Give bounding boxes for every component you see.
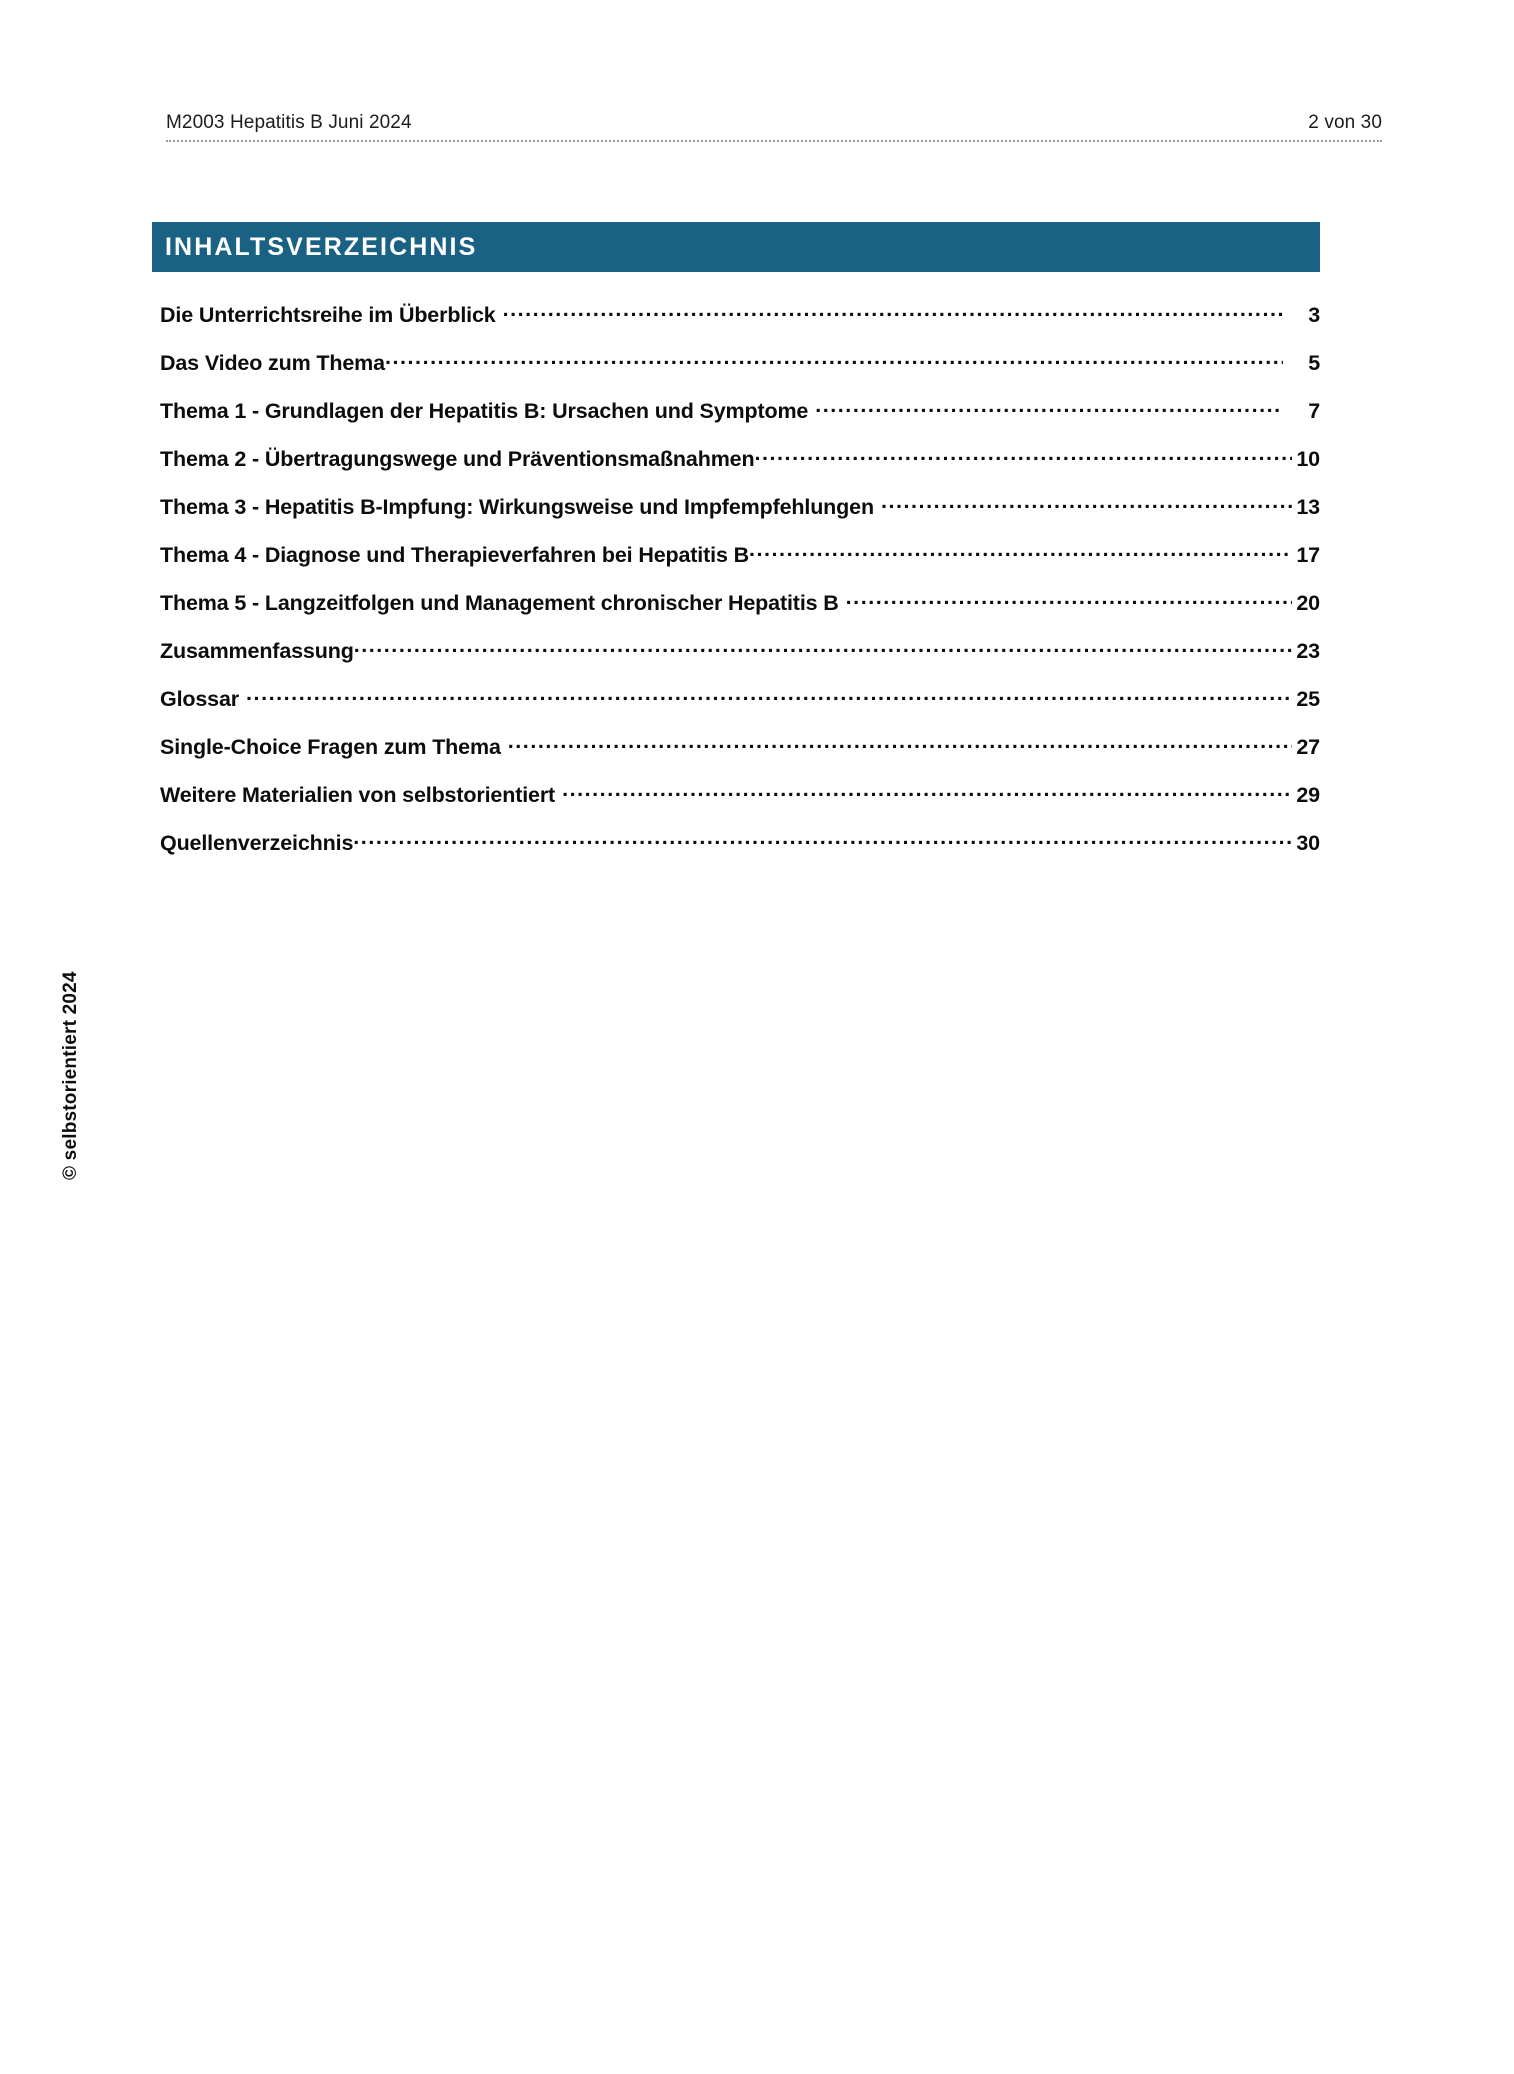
table-of-contents (160, 300, 1320, 876)
toc-entry-label: Das Video zum Thema (160, 350, 385, 375)
toc-entry-label: Glossar (160, 686, 240, 711)
toc-entry-page-number: 23 (1296, 638, 1320, 663)
toc-entry-page-number: 10 (1296, 446, 1320, 471)
header-page-indicator: 2 von 30 (1308, 112, 1382, 133)
toc-entry-page-number: 13 (1296, 494, 1320, 519)
toc-entry-page-number: 27 (1296, 734, 1320, 759)
toc-entry-label: Zusammenfassung (160, 638, 354, 663)
toc-leader-dots (246, 684, 1292, 706)
toc-entry-page-number: 29 (1296, 782, 1320, 807)
toc-entry-label: Thema 3 - Hepatitis B-Impfung: Wirkungsweise und Impfempfehlungen (160, 494, 874, 519)
toc-entry[interactable] (160, 636, 1320, 684)
toc-leader-dots (881, 492, 1292, 514)
toc-entry[interactable] (160, 780, 1320, 828)
toc-entry[interactable] (160, 684, 1320, 732)
toc-entry-page-number: 30 (1296, 830, 1320, 855)
section-header-bar (152, 222, 1320, 272)
running-header (166, 112, 1382, 134)
toc-entry-page-number: 5 (1308, 350, 1320, 375)
header-document-title: M2003 Hepatitis B Juni 2024 (166, 112, 412, 133)
toc-entry[interactable] (160, 732, 1320, 780)
header-divider (166, 140, 1382, 142)
toc-entry[interactable] (160, 444, 1320, 492)
toc-leader-dots (815, 396, 1283, 418)
toc-entry-page-number: 20 (1296, 590, 1320, 615)
toc-entry[interactable] (160, 828, 1320, 876)
toc-entry-label: Thema 2 - Übertragungswege und Präventionsmaßnahmen (160, 446, 755, 471)
toc-leader-dots (503, 300, 1283, 322)
toc-leader-dots (508, 732, 1292, 754)
toc-leader-dots (749, 540, 1292, 562)
toc-entry[interactable] (160, 588, 1320, 636)
toc-leader-dots (353, 828, 1292, 850)
toc-entry-label: Thema 1 - Grundlagen der Hepatitis B: Ursachen und Symptome (160, 398, 809, 423)
toc-leader-dots (846, 588, 1292, 610)
toc-entry-page-number: 17 (1296, 542, 1320, 567)
toc-entry-label: Die Unterrichtsreihe im Überblick (160, 302, 496, 327)
toc-entry-label: Thema 5 - Langzeitfolgen und Management chronischer Hepatitis B (160, 590, 839, 615)
toc-entry-page-number: 7 (1308, 398, 1320, 423)
toc-leader-dots (385, 348, 1283, 370)
toc-leader-dots (754, 444, 1292, 466)
section-title: INHALTSVERZEICHNIS (165, 232, 478, 261)
toc-entry[interactable] (160, 300, 1320, 348)
toc-leader-dots (562, 780, 1292, 802)
toc-entry-label: Single-Choice Fragen zum Thema (160, 734, 501, 759)
toc-entry-label: Thema 4 - Diagnose und Therapieverfahren bei Hepatitis B (160, 542, 749, 567)
copyright-notice: © selbstorientiert 2024 (60, 971, 81, 1180)
toc-entry[interactable] (160, 540, 1320, 588)
toc-entry-page-number: 3 (1308, 302, 1320, 327)
toc-entry-label: Weitere Materialien von selbstorientiert (160, 782, 556, 807)
toc-entry-page-number: 25 (1296, 686, 1320, 711)
toc-entry[interactable] (160, 348, 1320, 396)
toc-entry-label: Quellenverzeichnis (160, 830, 354, 855)
toc-entry[interactable] (160, 396, 1320, 444)
toc-leader-dots (354, 636, 1292, 658)
toc-entry[interactable] (160, 492, 1320, 540)
